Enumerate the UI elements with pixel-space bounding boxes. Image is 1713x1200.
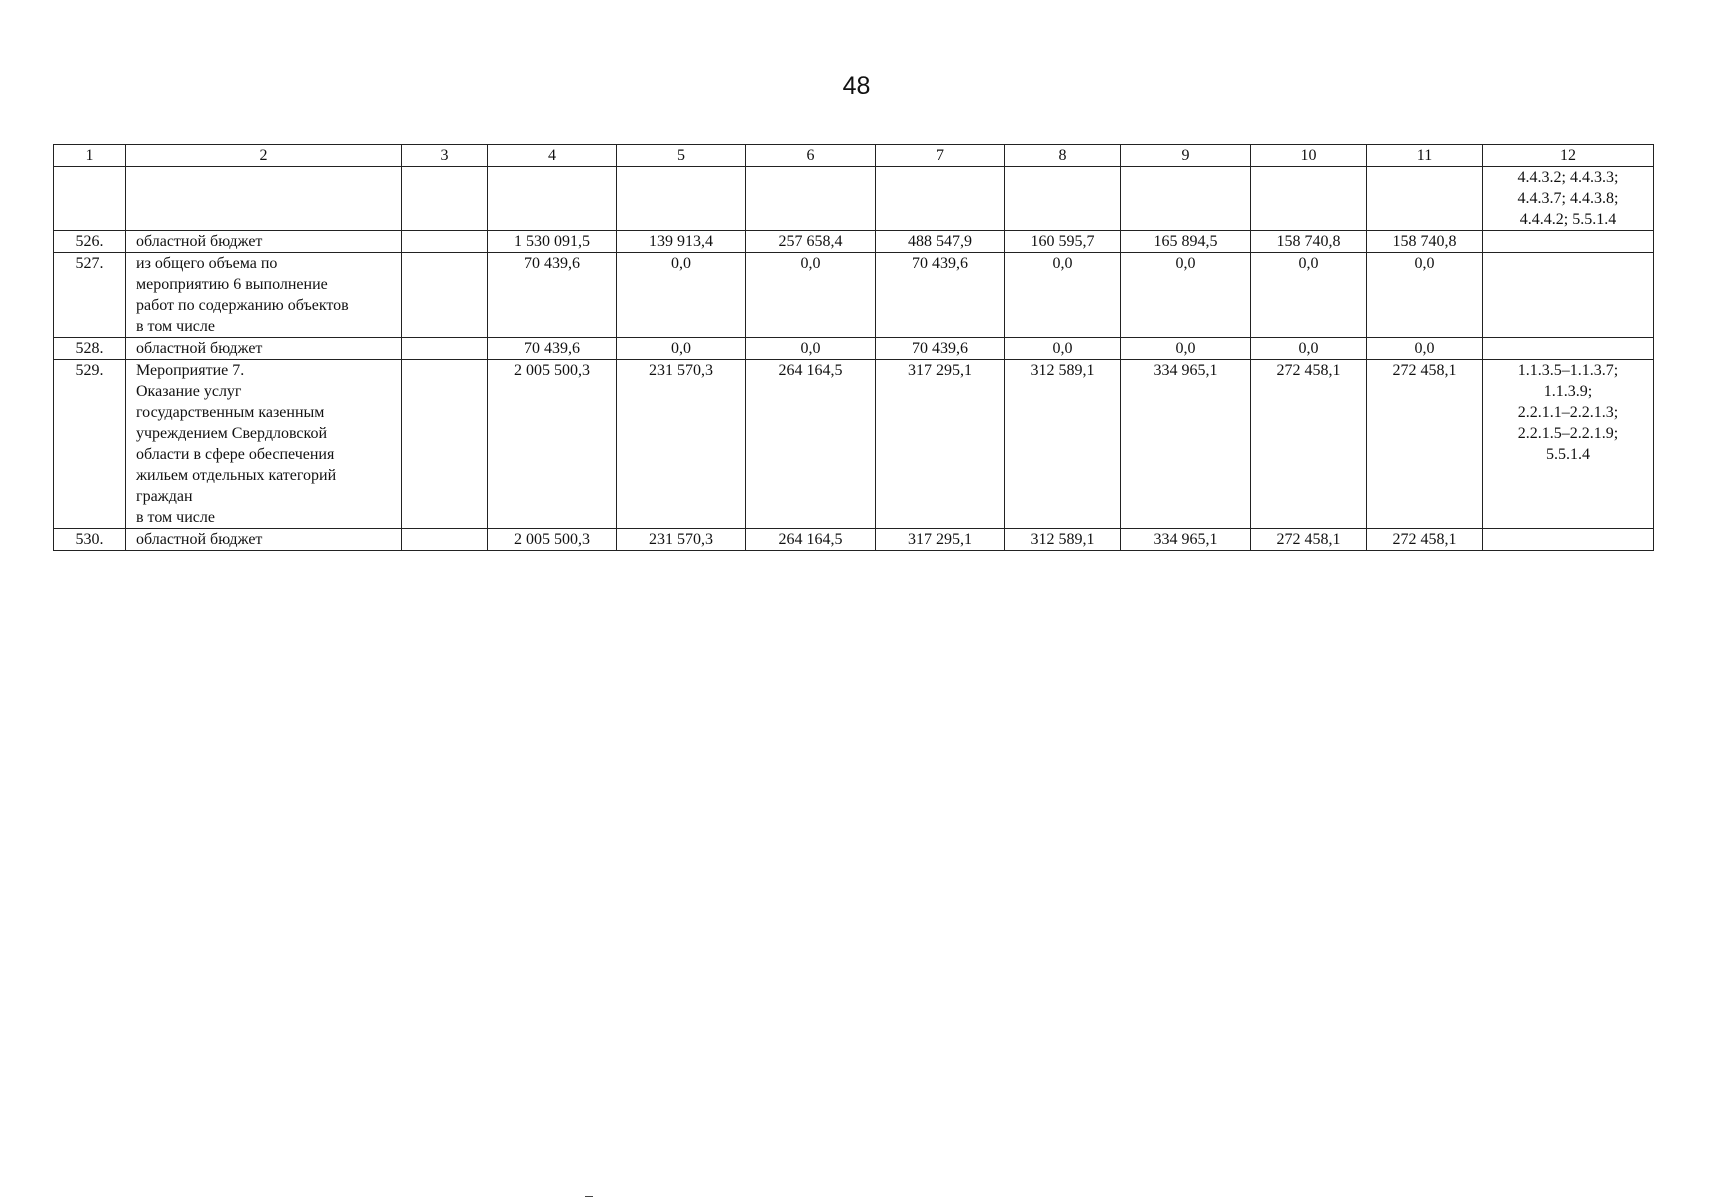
table-row bbox=[54, 253, 1654, 338]
description-line: Оказание услуг bbox=[136, 383, 242, 400]
value-cell-col11: 0,0 bbox=[1367, 253, 1483, 338]
column-header-2: 2 bbox=[126, 145, 402, 167]
value-cell-col5: 139 913,4 bbox=[617, 231, 746, 253]
row-description bbox=[126, 167, 402, 231]
row-description bbox=[126, 338, 402, 360]
table-row bbox=[54, 529, 1654, 551]
value-cell-col4: 70 439,6 bbox=[488, 253, 617, 338]
row-number: 527. bbox=[54, 253, 126, 338]
row-target-refs bbox=[1483, 167, 1654, 231]
description-line: из общего объема по bbox=[136, 255, 278, 272]
value-cell-col6 bbox=[746, 167, 876, 231]
description-line: жильем отдельных категорий bbox=[136, 467, 337, 484]
value-cell-col9: 0,0 bbox=[1121, 338, 1251, 360]
value-cell-col7: 70 439,6 bbox=[876, 253, 1005, 338]
description-line: учреждением Свердловской bbox=[136, 425, 328, 442]
value-cell-col7 bbox=[876, 167, 1005, 231]
target-ref-line: 4.4.3.2; 4.4.3.3; bbox=[1517, 169, 1619, 186]
value-cell-col7: 488 547,9 bbox=[876, 231, 1005, 253]
value-cell-col4 bbox=[488, 167, 617, 231]
row-description bbox=[126, 360, 402, 529]
value-cell-col8: 0,0 bbox=[1005, 338, 1121, 360]
value-cell-col7: 70 439,6 bbox=[876, 338, 1005, 360]
column-header-1: 1 bbox=[54, 145, 126, 167]
value-cell-col6: 264 164,5 bbox=[746, 360, 876, 529]
value-cell-col10: 158 740,8 bbox=[1251, 231, 1367, 253]
row-col3 bbox=[402, 253, 488, 338]
target-ref-line: 1.1.3.9; bbox=[1543, 383, 1593, 400]
value-cell-col10: 0,0 bbox=[1251, 338, 1367, 360]
table-body bbox=[54, 145, 1654, 551]
value-cell-col4: 1 530 091,5 bbox=[488, 231, 617, 253]
row-number: 526. bbox=[54, 231, 126, 253]
column-header-5: 5 bbox=[617, 145, 746, 167]
value-cell-col8: 312 589,1 bbox=[1005, 529, 1121, 551]
row-col3 bbox=[402, 338, 488, 360]
value-cell-col5: 0,0 bbox=[617, 253, 746, 338]
page-number: 48 bbox=[842, 72, 871, 100]
row-target-refs bbox=[1483, 253, 1654, 338]
value-cell-col11: 158 740,8 bbox=[1367, 231, 1483, 253]
budget-table bbox=[53, 144, 1654, 551]
table-row bbox=[54, 338, 1654, 360]
target-ref-line: 5.5.1.4 bbox=[1546, 446, 1590, 463]
value-cell-col4: 70 439,6 bbox=[488, 338, 617, 360]
value-cell-col4: 2 005 500,3 bbox=[488, 529, 617, 551]
row-col3 bbox=[402, 360, 488, 529]
description-line: областной бюджет bbox=[136, 531, 263, 548]
value-cell-col5: 0,0 bbox=[617, 338, 746, 360]
column-header-8: 8 bbox=[1005, 145, 1121, 167]
table-row bbox=[54, 360, 1654, 529]
description-line: в том числе bbox=[136, 318, 215, 335]
value-cell-col8 bbox=[1005, 167, 1121, 231]
value-cell-col10 bbox=[1251, 167, 1367, 231]
description-line: в том числе bbox=[136, 509, 215, 526]
value-cell-col11: 272 458,1 bbox=[1367, 360, 1483, 529]
row-number bbox=[54, 167, 126, 231]
value-cell-col6: 264 164,5 bbox=[746, 529, 876, 551]
row-target-refs bbox=[1483, 338, 1654, 360]
column-header-12: 12 bbox=[1483, 145, 1654, 167]
value-cell-col6: 0,0 bbox=[746, 338, 876, 360]
column-header-6: 6 bbox=[746, 145, 876, 167]
target-ref-line: 2.2.1.5–2.2.1.9; bbox=[1517, 425, 1619, 442]
value-cell-col7: 317 295,1 bbox=[876, 360, 1005, 529]
scan-mark bbox=[585, 1196, 593, 1197]
value-cell-col5: 231 570,3 bbox=[617, 529, 746, 551]
column-header-11: 11 bbox=[1367, 145, 1483, 167]
value-cell-col6: 257 658,4 bbox=[746, 231, 876, 253]
description-line: мероприятию 6 выполнение bbox=[136, 276, 328, 293]
value-cell-col4: 2 005 500,3 bbox=[488, 360, 617, 529]
column-header-7: 7 bbox=[876, 145, 1005, 167]
description-line: граждан bbox=[136, 488, 193, 505]
column-header-10: 10 bbox=[1251, 145, 1367, 167]
target-ref-line: 2.2.1.1–2.2.1.3; bbox=[1517, 404, 1619, 421]
value-cell-col9 bbox=[1121, 167, 1251, 231]
description-line: работ по содержанию объектов bbox=[136, 297, 349, 314]
value-cell-col5 bbox=[617, 167, 746, 231]
row-description bbox=[126, 231, 402, 253]
row-target-refs bbox=[1483, 231, 1654, 253]
target-ref-line: 4.4.4.2; 5.5.1.4 bbox=[1519, 211, 1617, 228]
value-cell-col10: 272 458,1 bbox=[1251, 529, 1367, 551]
column-header-4: 4 bbox=[488, 145, 617, 167]
row-number: 529. bbox=[54, 360, 126, 529]
row-number: 528. bbox=[54, 338, 126, 360]
row-description bbox=[126, 253, 402, 338]
table-row bbox=[54, 231, 1654, 253]
column-header-3: 3 bbox=[402, 145, 488, 167]
row-target-refs bbox=[1483, 529, 1654, 551]
target-ref-line: 1.1.3.5–1.1.3.7; bbox=[1517, 362, 1619, 379]
row-number: 530. bbox=[54, 529, 126, 551]
header-row bbox=[54, 145, 1654, 167]
target-ref-line: 4.4.3.7; 4.4.3.8; bbox=[1517, 190, 1619, 207]
value-cell-col8: 160 595,7 bbox=[1005, 231, 1121, 253]
description-line: государственным казенным bbox=[136, 404, 325, 421]
value-cell-col11 bbox=[1367, 167, 1483, 231]
value-cell-col9: 165 894,5 bbox=[1121, 231, 1251, 253]
value-cell-col6: 0,0 bbox=[746, 253, 876, 338]
row-description bbox=[126, 529, 402, 551]
value-cell-col9: 334 965,1 bbox=[1121, 529, 1251, 551]
description-line: областной бюджет bbox=[136, 233, 263, 250]
value-cell-col8: 312 589,1 bbox=[1005, 360, 1121, 529]
value-cell-col11: 272 458,1 bbox=[1367, 529, 1483, 551]
description-line: Мероприятие 7. bbox=[136, 362, 245, 379]
table-row bbox=[54, 167, 1654, 231]
column-header-9: 9 bbox=[1121, 145, 1251, 167]
row-col3 bbox=[402, 529, 488, 551]
row-target-refs bbox=[1483, 360, 1654, 529]
value-cell-col10: 0,0 bbox=[1251, 253, 1367, 338]
value-cell-col5: 231 570,3 bbox=[617, 360, 746, 529]
value-cell-col11: 0,0 bbox=[1367, 338, 1483, 360]
value-cell-col9: 0,0 bbox=[1121, 253, 1251, 338]
row-col3 bbox=[402, 167, 488, 231]
row-col3 bbox=[402, 231, 488, 253]
description-line: области в сфере обеспечения bbox=[136, 446, 335, 463]
value-cell-col10: 272 458,1 bbox=[1251, 360, 1367, 529]
value-cell-col8: 0,0 bbox=[1005, 253, 1121, 338]
value-cell-col7: 317 295,1 bbox=[876, 529, 1005, 551]
value-cell-col9: 334 965,1 bbox=[1121, 360, 1251, 529]
description-line: областной бюджет bbox=[136, 340, 263, 357]
